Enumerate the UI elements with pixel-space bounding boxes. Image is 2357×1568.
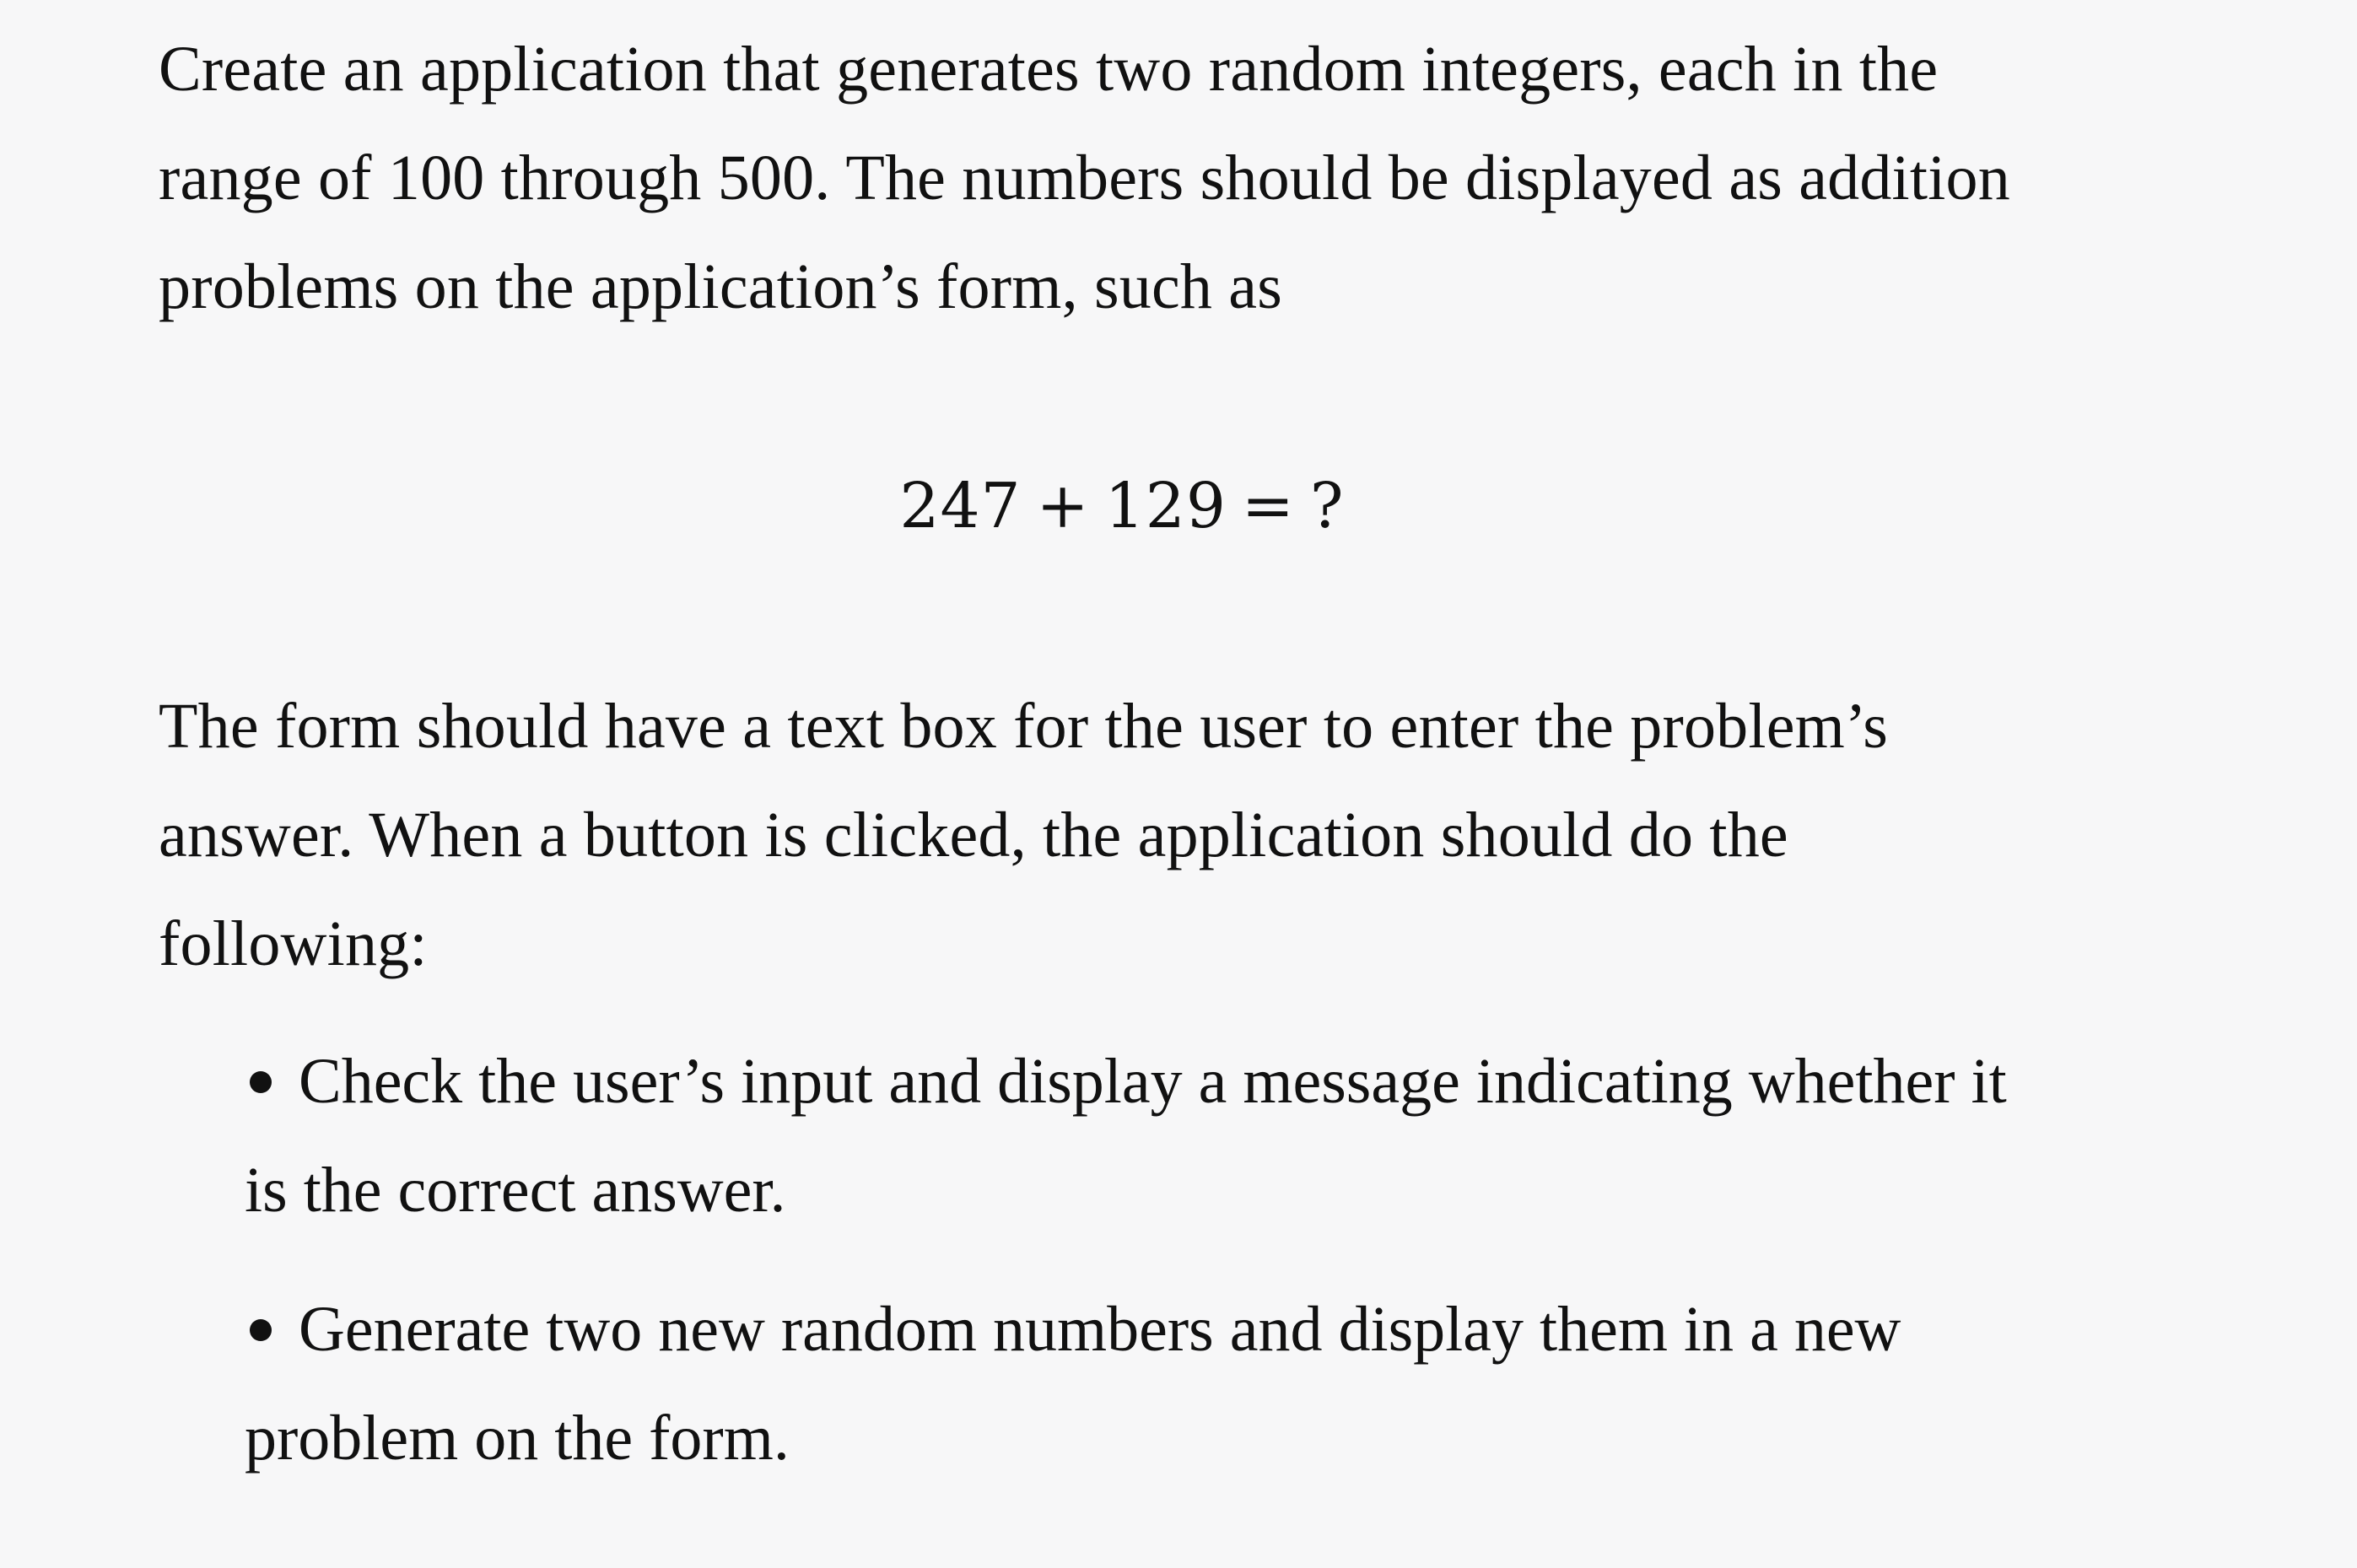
equation-result-placeholder: ?	[1309, 470, 1345, 542]
list-item	[245, 1275, 2311, 1493]
equation-equals-sign: =	[1241, 470, 1295, 542]
bullet-icon	[250, 1071, 272, 1093]
intro-paragraph-line: Create an application that generates two random integers, each in the	[159, 34, 1939, 105]
equation-plus-sign: +	[1036, 470, 1090, 542]
example-equation	[0, 460, 2244, 552]
requirements-paragraph	[159, 672, 2276, 999]
requirements-paragraph-line: following:	[159, 908, 428, 979]
equation-left-operand: 247	[899, 470, 1022, 542]
list-item-line: problem on the form.	[245, 1403, 790, 1474]
intro-paragraph-line: problems on the application’s form, such as	[159, 251, 1282, 322]
list-item-line: is the correct answer.	[245, 1155, 786, 1226]
bullet-icon	[250, 1319, 272, 1341]
equation-right-operand: 129	[1104, 470, 1227, 542]
bullet-list	[245, 1027, 2311, 1523]
requirements-paragraph-line: answer. When a button is clicked, the application should do the	[159, 800, 1788, 870]
intro-paragraph-line: range of 100 through 500. The numbers should be displayed as addition	[159, 143, 2010, 213]
requirements-paragraph-line: The form should have a text box for the user to enter the problem’s	[159, 691, 1889, 762]
list-item-line: Check the user’s input and display a message indicating whether it	[299, 1046, 2007, 1117]
list-item	[245, 1027, 2311, 1245]
list-item-line: Generate two new random numbers and display them in a new	[299, 1294, 1901, 1365]
intro-paragraph	[159, 15, 2276, 342]
